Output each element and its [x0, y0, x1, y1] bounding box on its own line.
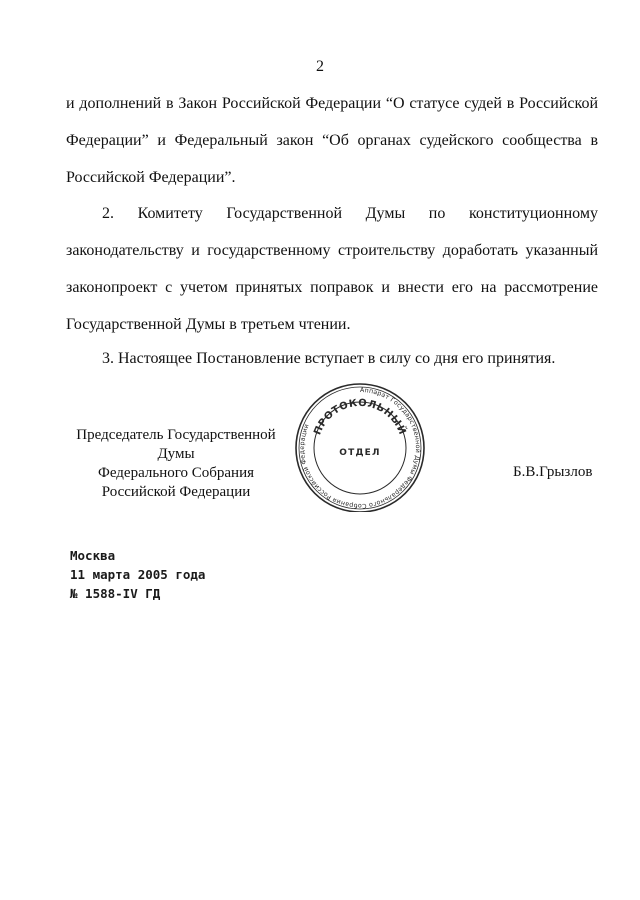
footer-city: Москва: [70, 548, 116, 563]
signatory-title-line: Российской Федерации: [101, 484, 251, 500]
signatory-title-line: Председатель Государственной Думы: [76, 427, 276, 462]
official-stamp: [270, 382, 450, 512]
paragraph-item-2: 2. Комитету Государственной Думы по конституционному законодательству и государственному строительству доработать указанный законопроект с учетом принятых поправок и внести его на рассмотрение Государственной Думы в третьем чтении.: [66, 205, 598, 333]
signatory-title-line: Федерального Собрания: [97, 465, 255, 481]
paragraph-continuation: и дополнений в Закон Российской Федерации “О статусе судей в Российской Федерации” и Федеральный закон “Об органах судейского сообщества в Российской Федерации”.: [66, 95, 598, 186]
stamp-outer-text: Аппарат Государственной Думы Федерального Собрания Российской Федерации: [298, 386, 422, 510]
stamp-center-text: ОТДЕЛ: [339, 448, 381, 458]
stamp-inner-top-text: ПРОТОКОЛЬНЫЙ: [312, 397, 408, 437]
footer-date: 11 марта 2005 года: [70, 567, 206, 582]
signatory-title: [66, 426, 286, 502]
document-footer: [70, 546, 205, 603]
paragraph-item-3: 3. Настоящее Постановление вступает в силу со дня его принятия.: [102, 350, 556, 367]
footer-number: № 1588-IV ГД: [70, 586, 161, 601]
signatory-name: Б.В.Грызлов: [513, 464, 593, 480]
page-number: 2: [316, 58, 324, 75]
